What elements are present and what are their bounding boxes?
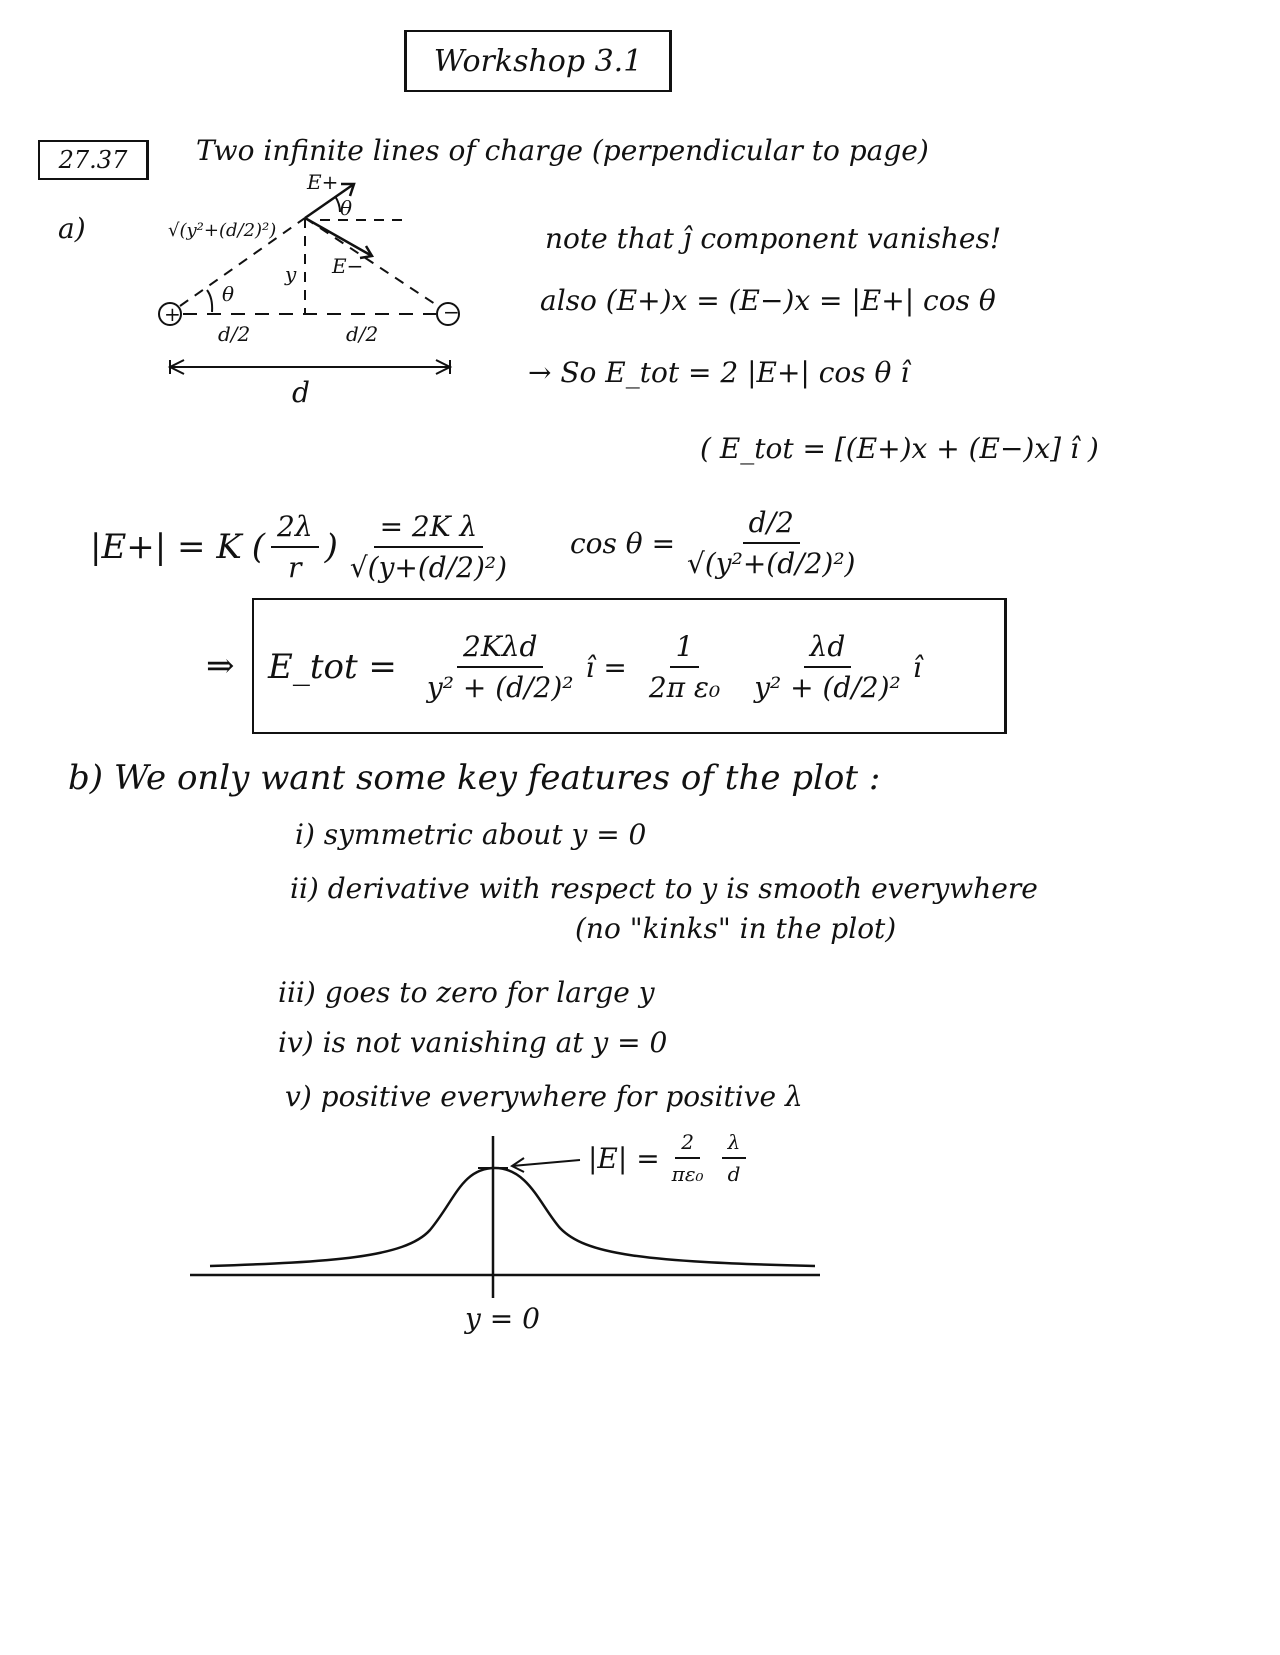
plus-charge-sign: + — [164, 302, 181, 326]
peak-fraction-2 — [722, 1130, 747, 1186]
peak-den-1: πε₀ — [671, 1162, 704, 1186]
feature-2: ii) derivative with respect to y is smooth everywhere — [290, 872, 1038, 905]
peak-den-2: d — [727, 1162, 741, 1186]
theta-label-bottom: θ — [222, 282, 235, 306]
title-text: Workshop 3.1 — [433, 43, 643, 79]
peak-num-1: 2 — [675, 1130, 700, 1159]
feature-1: i) symmetric about y = 0 — [295, 818, 647, 851]
eplus-paren-num: 2λ — [271, 510, 319, 548]
result-den-3: y² + (d/2)² — [754, 671, 901, 704]
part-b-intro: b) We only want some key features of the plot : — [68, 758, 881, 798]
problem-number-text: 27.37 — [58, 146, 128, 174]
peak-fraction-1 — [666, 1130, 710, 1186]
e-plus-label: E+ — [307, 170, 339, 194]
result-num-1: 2Kλd — [457, 630, 543, 668]
result-num-3: λd — [804, 630, 852, 668]
problem-intro: Two infinite lines of charge (perpendicular to page) — [196, 134, 929, 167]
cos-den: √(y²+(d/2)²) — [687, 547, 856, 580]
hypotenuse-label: √(y²+(d/2)²) — [168, 220, 277, 241]
result-lhs: E_tot = — [268, 647, 397, 687]
e-minus-label: E− — [332, 254, 364, 278]
half-distance-right: d/2 — [346, 322, 379, 346]
note-x-components: also (E+)x = (E−)x = |E+| cos θ — [540, 284, 996, 317]
theta-label-top: θ — [340, 196, 353, 220]
origin-label: y = 0 — [465, 1302, 540, 1335]
eplus-lhs: |E+| = K — [90, 527, 242, 567]
eplus-rhs-den: √(y+(d/2)²) — [349, 551, 508, 584]
result-unit-2: î — [912, 650, 922, 684]
y-label: y — [285, 262, 297, 286]
note-j-vanishes: note that ĵ component vanishes! — [545, 222, 1002, 255]
feature-2-note: (no "kinks" in the plot) — [575, 912, 897, 945]
eplus-paren-den: r — [288, 551, 302, 584]
eplus-rhs-num: = 2K λ — [374, 510, 484, 548]
peak-label: |E| = — [588, 1141, 660, 1175]
result-den-1: y² + (d/2)² — [426, 671, 574, 704]
part-a-label: a) — [58, 212, 86, 245]
peak-leader — [512, 1160, 580, 1166]
cos-lhs: cos θ = — [570, 526, 676, 560]
feature-5: v) positive everywhere for positive λ — [285, 1080, 803, 1113]
note-e-tot-sum: ( E_tot = [(E+)x + (E−)x] î ) — [700, 432, 1099, 465]
half-distance-left: d/2 — [218, 322, 251, 346]
eplus-equation: |E+| = K ( $\frac{2\lambda}{r}$ ) $\frac{\text{= 2K λ}}{\text{√(y+(d/2)²)}}$ — [90, 510, 519, 584]
peak-annotation — [588, 1130, 752, 1186]
d-label: d — [292, 376, 310, 409]
feature-3: iii) goes to zero for large y — [278, 976, 655, 1009]
minus-charge-sign: − — [443, 300, 460, 324]
feature-4: iv) is not vanishing at y = 0 — [278, 1026, 668, 1059]
result-num-2: 1 — [670, 630, 700, 668]
implies-arrow: ⇒ — [206, 646, 235, 686]
note-e-tot: → So E_tot = 2 |E+| cos θ î — [528, 356, 910, 389]
result-unit-1: î = — [585, 650, 627, 684]
peak-num-2: λ — [722, 1130, 747, 1159]
result-den-2: 2π ε₀ — [648, 671, 721, 704]
cos-num: d/2 — [743, 506, 800, 544]
